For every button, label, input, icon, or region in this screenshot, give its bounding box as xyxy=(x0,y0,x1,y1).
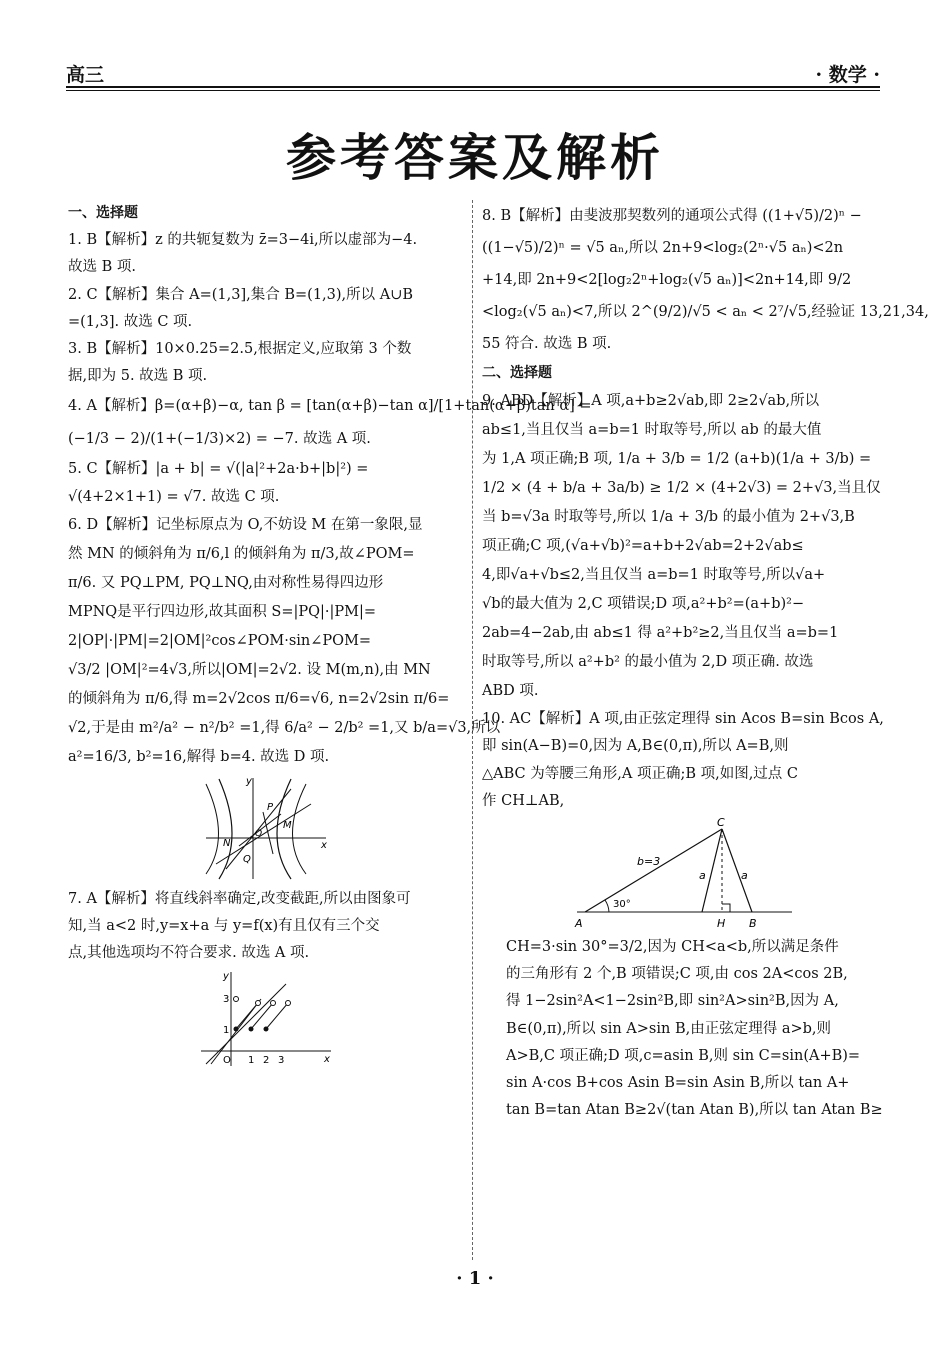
text-line: 项正确;C 项,(√a+√b)²=a+b+2√ab=2+2√ab≤ xyxy=(482,538,804,555)
text-line: =(1,3]. 故选 C 项. xyxy=(68,313,193,330)
text-line: ab≤1,当且仅当 a=b=1 时取等号,所以 ab 的最大值 xyxy=(482,422,822,439)
answer-q1 xyxy=(68,227,464,281)
text-line: 即 sin(A−B)=0,因为 A,B∈(0,π),所以 A=B,则 xyxy=(482,738,789,755)
label-origin: O xyxy=(223,1055,231,1067)
label-c: C xyxy=(717,816,725,830)
text-line: a²=16/3, b²=16,解得 b=4. 故选 D 项. xyxy=(68,748,330,765)
answer-q7 xyxy=(68,886,464,968)
tick-1: 1 xyxy=(248,1055,255,1067)
label-side-a-right: a xyxy=(741,869,748,883)
answer-q9 xyxy=(482,387,882,706)
header-rule xyxy=(66,86,880,88)
text-line: 7. A【解析】将直线斜率确定,改变截距,所以由图象可 xyxy=(68,890,411,907)
hyperbola-figure xyxy=(201,774,331,884)
text-line: 知,当 a<2 时,y=x+a 与 y=f(x)有且仅有三个交 xyxy=(68,918,380,935)
answer-q8 xyxy=(482,200,929,360)
text-line: 2. C【解析】集合 A=(1,3],集合 B=(1,3),所以 A∪B xyxy=(68,286,414,303)
piecewise-graph-figure xyxy=(196,969,336,1069)
text-line: 作 CH⊥AB, xyxy=(482,792,565,809)
text-line: π/6. 又 PQ⊥PM, PQ⊥NQ,由对称性易得四边形 xyxy=(68,574,384,591)
text-line: √b的最大值为 2,C 项错误;D 项,a²+b²=(a+b)²− xyxy=(482,596,805,613)
text-line: 2ab=4−2ab,由 ab≤1 得 a²+b²≥2,当且仅当 a=b=1 xyxy=(482,625,839,642)
text-line: 的倾斜角为 π/6,得 m=2√2cos π/6=√6, n=2√2sin π/6= xyxy=(68,690,450,707)
section-heading-choice: 一、选择题 xyxy=(68,205,138,221)
text-line: 1. B【解析】z 的共轭复数为 z̄=3−4i,所以虚部为−4. xyxy=(68,232,418,249)
label-side-b: b=3 xyxy=(637,855,661,869)
text-line: A>B,C 项正确;D 项,c=asin B,则 sin C=sin(A+B)= xyxy=(506,1047,861,1064)
tick-3: 3 xyxy=(278,1055,285,1067)
text-line: ABD 项. xyxy=(482,683,539,700)
label-y: y xyxy=(246,775,252,787)
label-y: y xyxy=(223,971,229,983)
page-number: · 1 · xyxy=(456,1268,494,1289)
label-h: H xyxy=(717,917,726,931)
page-title: 参考答案及解析 xyxy=(286,129,664,187)
text-line: 5. C【解析】|a + b| = √(|a|²+2a·b+|b|²) = xyxy=(68,461,369,478)
answer-q5 xyxy=(68,456,464,510)
text-line: 9. ABD【解析】A 项,a+b≥2√ab,即 2≥2√ab,所以 xyxy=(482,393,820,410)
text-line: 据,即为 5. 故选 B 项. xyxy=(68,368,208,385)
text-line: sin A·cos B+cos Asin B=sin Asin B,所以 tan A+ xyxy=(506,1075,850,1092)
text-line: B∈(0,π),所以 sin A>sin B,由正弦定理得 a>b,则 xyxy=(506,1020,832,1037)
text-line: 6. D【解析】记坐标原点为 O,不妨设 M 在第一象限,显 xyxy=(68,516,423,533)
answer-q4 xyxy=(68,390,592,456)
text-line: √(4+2×1+1) = √7. 故选 C 项. xyxy=(68,488,280,505)
text-line: 当 b=√3a 时取等号,所以 1/a + 3/b 的最小值为 2+√3,B xyxy=(482,509,855,526)
answer-q10 xyxy=(482,706,882,815)
text-line: 8. B【解析】由斐波那契数列的通项公式得 ((1+√5)/2)ⁿ − xyxy=(482,208,862,224)
text-line: △ABC 为等腰三角形,A 项正确;B 项,如图,过点 C xyxy=(482,765,799,782)
text-line: √3/2 |OM|²=4√3,所以|OM|=2√2. 设 M(m,n),由 MN xyxy=(68,661,431,678)
grade-label: 高三 xyxy=(66,64,105,86)
text-line: MPNQ是平行四边形,故其面积 S=|PQ|·|PM|= xyxy=(68,603,377,620)
text-line: 10. AC【解析】A 项,由正弦定理得 sin Acos B=sin Bcos A, xyxy=(482,711,884,728)
text-line: 点,其他选项均不符合要求. 故选 A 项. xyxy=(68,945,310,962)
text-line: 然 MN 的倾斜角为 π/6,l 的倾斜角为 π/3,故∠POM= xyxy=(68,545,415,562)
text-line: 4. A【解析】β=(α+β)−α, tan β = [tan(α+β)−tan α]/[1+tan(α+β)tan α] = xyxy=(68,398,592,415)
text-line: 得 1−2sin²A<1−2sin²B,即 sin²A>sin²B,因为 A, xyxy=(506,993,839,1010)
text-line: 4,即√a+√b≤2,当且仅当 a=b=1 时取等号,所以√a+ xyxy=(482,567,826,584)
ytick-3: 3 xyxy=(223,994,230,1006)
answer-q2 xyxy=(68,282,464,336)
text-line: +14,即 2n+9<2[log₂2ⁿ+log₂(√5 aₙ)]<2n+14,即 9/2 xyxy=(482,272,852,288)
answer-q6 xyxy=(68,511,501,772)
label-q: Q xyxy=(243,853,251,865)
text-line: 3. B【解析】10×0.25=2.5,根据定义,应取第 3 个数 xyxy=(68,341,412,358)
answer-q3 xyxy=(68,336,464,390)
text-line: 的三角形有 2 个,B 项错误;C 项,由 cos 2A<cos 2B, xyxy=(506,966,848,983)
triangle-figure xyxy=(567,817,797,932)
section-heading-multi: 二、选择题 xyxy=(482,365,552,381)
text-line: 55 符合. 故选 B 项. xyxy=(482,336,612,352)
text-line: 为 1,A 项正确;B 项, 1/a + 3/b = 1/2 (a+b)(1/a + 3/b) = xyxy=(482,451,872,468)
label-p: P xyxy=(267,801,274,813)
subject-label: · 数学 · xyxy=(815,64,880,86)
text-line: √2,于是由 m²/a² − n²/b² =1,得 6/a² − 2/b² =1,又 b/a=√3,所以 xyxy=(68,719,501,736)
text-line: CH=3·sin 30°=3/2,因为 CH<a<b,所以满足条件 xyxy=(506,939,839,956)
label-angle: 30° xyxy=(613,899,631,911)
label-a: A xyxy=(575,917,583,931)
label-x: x xyxy=(324,1054,330,1066)
text-line: 时取等号,所以 a²+b² 的最小值为 2,D 项正确. 故选 xyxy=(482,654,814,671)
text-line: <log₂(√5 aₙ)<7,所以 2^(9/2)/√5 < aₙ < 2⁷/√5,经验证 13,21,34, xyxy=(482,304,929,320)
label-n: N xyxy=(223,837,231,849)
label-m: M xyxy=(283,819,292,831)
label-x: x xyxy=(321,839,327,851)
label-o: O xyxy=(255,828,263,839)
text-line: tan B=tan Atan B≥2√(tan Atan B),所以 tan Atan B≥ xyxy=(506,1102,883,1119)
text-line: 故选 B 项. xyxy=(68,259,136,276)
text-line: 1/2 × (4 + b/a + 3a/b) ≥ 1/2 × (4+2√3) = 2+√3,当且仅 xyxy=(482,480,881,497)
answer-q10-continued xyxy=(482,934,882,1124)
label-side-a-left: a xyxy=(699,869,706,883)
right-column xyxy=(482,200,929,1124)
text-line: (−1/3 − 2)/(1+(−1/3)×2) = −7. 故选 A 项. xyxy=(68,431,371,448)
label-b: B xyxy=(749,917,757,931)
text-line: 2|OP|·|PM|=2|OM|²cos∠POM·sin∠POM= xyxy=(68,632,372,649)
ytick-1: 1 xyxy=(223,1025,230,1037)
text-line: ((1−√5)/2)ⁿ = √5 aₙ,所以 2n+9<log₂(2ⁿ·√5 aₙ)<2n xyxy=(482,240,844,256)
tick-2: 2 xyxy=(263,1055,270,1067)
header-rule-thin xyxy=(66,90,880,91)
